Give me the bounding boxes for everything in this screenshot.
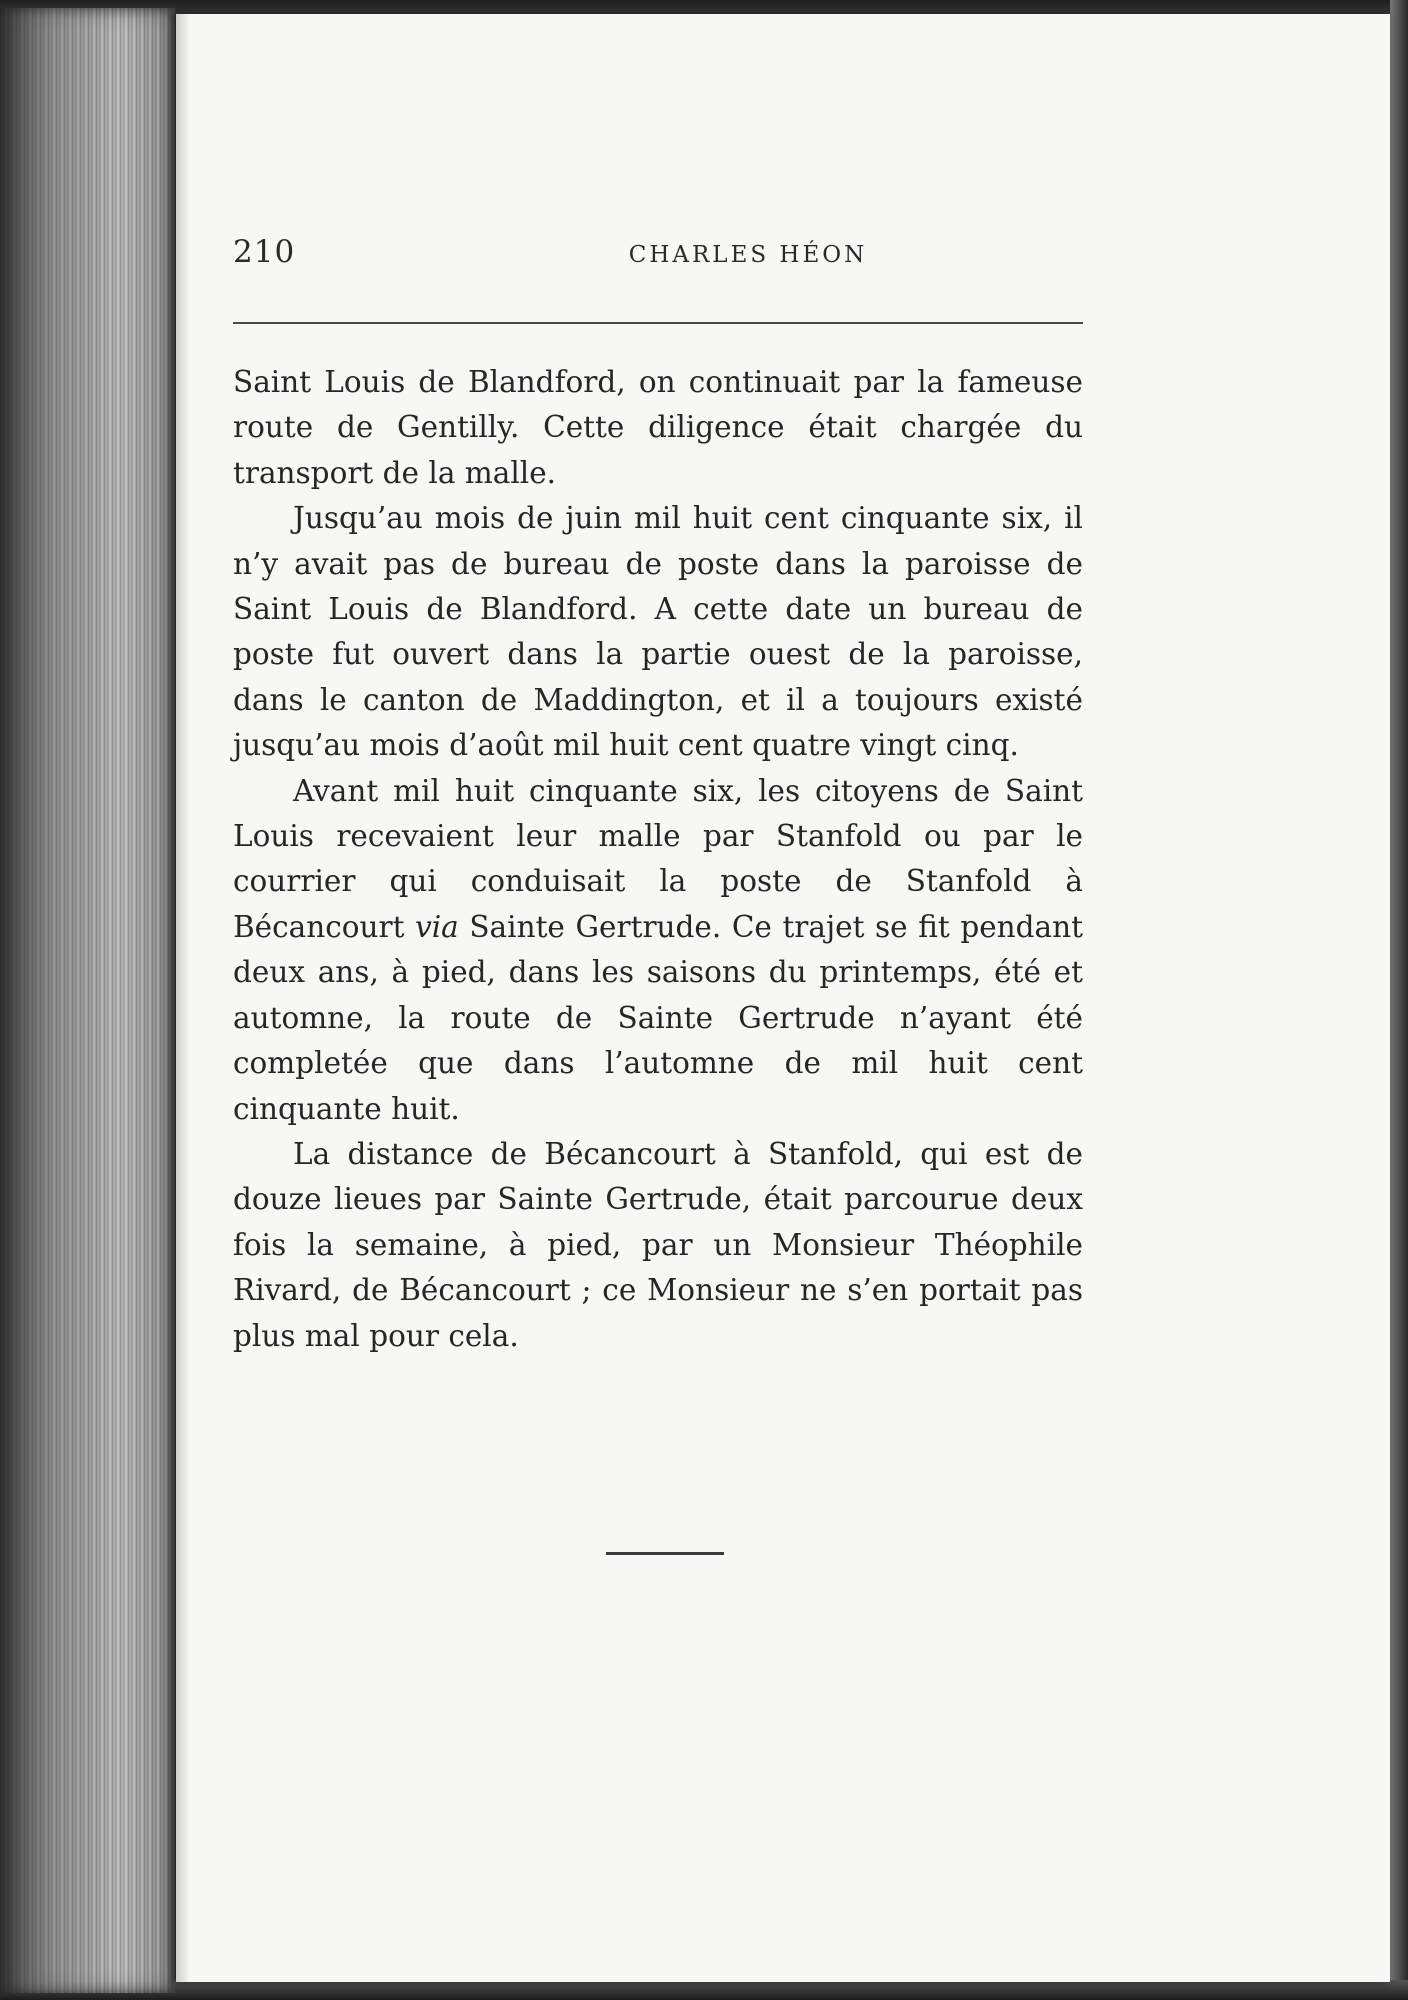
paragraph [233,1132,1083,1359]
paragraph-text: Saint Louis de Blandford, on continuait par la fameuse route de Gentilly. Cette diligence était chargée du transport de la malle. [233,365,1083,490]
paragraph [233,496,1083,768]
paragraph-text: Sainte Gertrude. Ce trajet se fit pendant deux ans, à pied, dans les saisons du printemps, été et automne, la route de Sainte Gertrude n’ayant été completée que dans l’automne de mil huit cent cinquante huit. [233,909,1083,1126]
book-page-edges-shade [0,8,175,1993]
page-number: 210 [233,234,296,270]
paragraph-text: Jusqu’au mois de juin mil huit cent cinquante six, il n’y avait pas de bureau de poste dans la paroisse de Saint Louis de Blandford. A cette date un bureau de poste fut ouvert dans la partie ouest de la paroisse, dans le canton de Maddington, et il a toujours existé jusqu’au mois d’août mil huit cent quatre vingt cinq. [233,501,1083,763]
page-header [233,226,1263,286]
paragraph [233,360,1083,496]
italic-word: via [415,909,459,944]
body-text [233,360,1083,1359]
scan-background-bottom [0,1980,1408,2000]
closing-rule [606,1552,724,1555]
running-head: CHARLES HÉON [628,242,868,268]
paragraph [233,769,1083,1132]
scan-background-right [1390,0,1408,2000]
header-rule [233,322,1083,324]
paragraph-text: Avant mil huit cinquante six, les citoyens de Saint Louis recevaient leur malle par Stanfold ou par le courrier qui conduisait la poste de Stanfold à Bécancourt [233,773,1083,944]
paragraph-text: La distance de Bécancourt à Stanfold, qui est de douze lieues par Sainte Gertrude, était parcourue deux fois la semaine, à pied, par un Monsieur Théophile Rivard, de Bécancourt ; ce Monsieur ne s’en portait pas plus mal pour cela. [233,1136,1083,1353]
